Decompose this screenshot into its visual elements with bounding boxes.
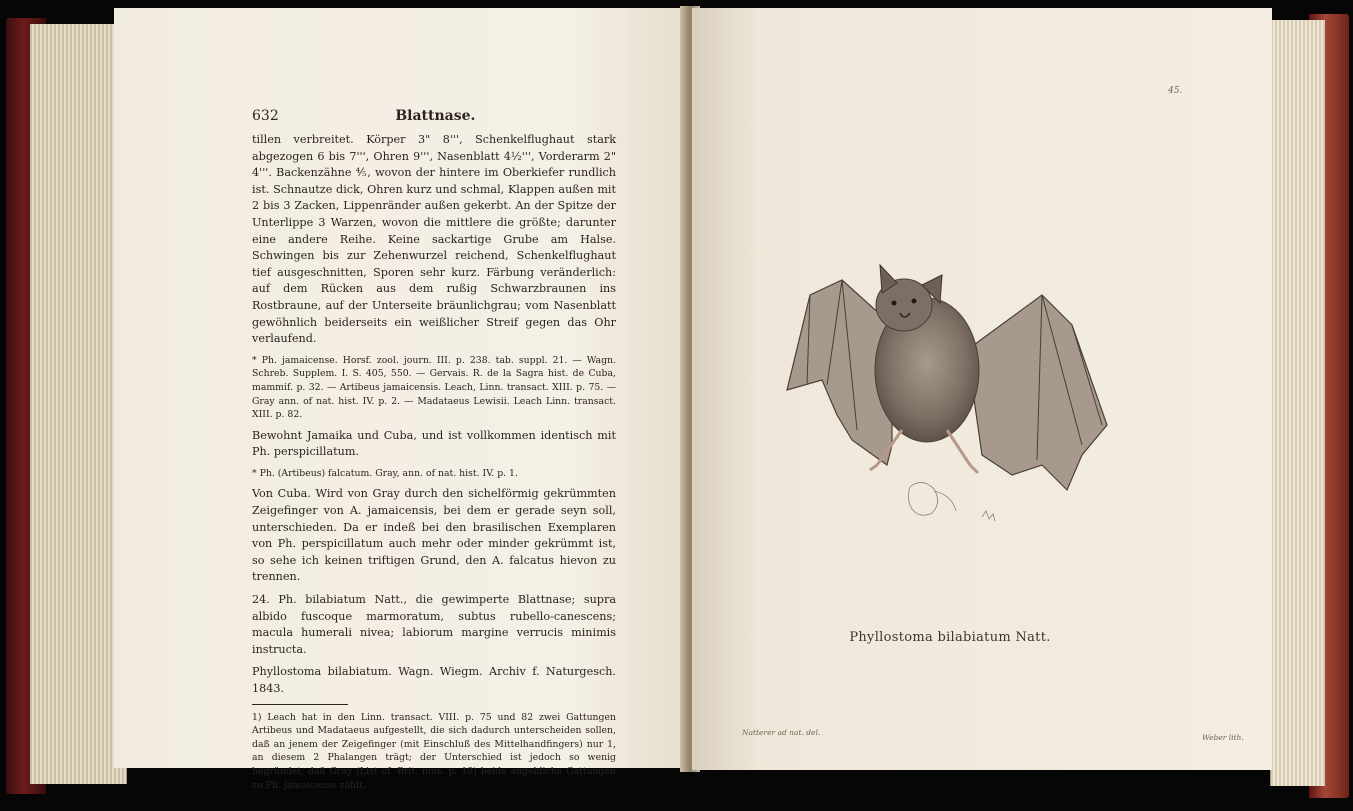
lithographer-credit: Weber lith. bbox=[1202, 733, 1244, 742]
right-page-edges bbox=[1270, 20, 1325, 786]
head-detail-sketch bbox=[908, 482, 995, 521]
right-wing bbox=[967, 295, 1107, 490]
left-page-edges bbox=[30, 24, 127, 784]
bat-illustration bbox=[782, 255, 1122, 560]
artist-credit: Natterer ad nat. del. bbox=[742, 728, 821, 737]
left-page-text bbox=[252, 108, 616, 798]
right-leg bbox=[947, 430, 978, 473]
paragraph-description: tillen verbreitet. Körper 3" 8''', Schenkelflughaut stark abgezogen 6 bis 7''', Ohren 9''', Nasenblatt 4½''', Vorderarm 2" 4'''. Backenzähne ⅘, wovon der hintere im Oberkiefer rundlich ist. Schnautze dick, Ohren kurz und schmal, Klappen außen mit 2 bis 3 Zacken, Lippenränder außen gekerbt. An der Spitze der Unterlippe 3 Warzen, wovon die mittlere die größte; darunter eine andere Reihe. Keine sackartige Grube am Halse. Schwingen bis zur Zehenwurzel reichend, Schenkelflughaut tief ausgeschnitten, Sporen sehr kurz. Färbung veränderlich: auf dem Rücken aus dem rußig Schwarzbraunen ins Rostbraune, auf der Unterseite bräunlichgrau; vom Nasenblatt gewöhnlich beiderseits ein weißlicher Streif gegen das Ohr verlaufend. bbox=[252, 133, 616, 346]
paragraph-synonyms: * Ph. jamaicense. Horsf. zool. journ. III. p. 238. tab. suppl. 21. — Wagn. Schreb. Supplem. I. S. 405, 550. — Gervais. R. de la Sagra hist. de Cuba, mammif. p. 32. — Artibeus jamaicensis. Leach, Linn. transact. XIII. p. 75. — Gray ann. of nat. hist. IV. p. 2. — Madataeus Lewisii. Leach Linn. transact. XIII. p. 82. bbox=[252, 354, 616, 421]
page-number: 632 bbox=[252, 108, 279, 124]
paragraph-bilabiatum-ref: Phyllostoma bilabiatum. Wagn. Wiegm. Archiv f. Naturgesch. 1843. bbox=[252, 665, 616, 695]
page-header bbox=[252, 108, 616, 124]
plate-caption: Phyllostoma bilabiatum Natt. bbox=[849, 630, 1051, 645]
paragraph-habitat: Bewohnt Jamaika und Cuba, und ist vollkommen identisch mit Ph. perspicillatum. bbox=[252, 428, 616, 459]
footnote: 1) Leach hat in den Linn. transact. VIII. p. 75 und 82 zwei Gattungen Artibeus und Madataeus aufgestellt, die sich dadurch unterscheiden sollen, daß an jenem der Zeigefinger (mit Einschluß des Mittelhandfingers) nur 1, an diesem 2 Phalangen trägt; der Unterschied ist jedoch so wenig begründet, daß Gray (List of. Brit. mus. p. 18) beide angebliche Gattungen zu Ph. jamaicense zählt. bbox=[252, 711, 616, 791]
paragraph-falcatum: Von Cuba. Wird von Gray durch den sichelförmig gekrümmten Zeigefinger von A. jamaicensis, bei dem er gerade seyn soll, unterschieden. Da er indeß bei den brasilischen Exemplaren von Ph. perspicillatum auch mehr oder minder gekrümmt ist, so sehe ich keinen triftigen Grund, den A. falcatus hievon zu trennen. bbox=[252, 487, 616, 584]
paragraph-falcatum-ref: * Ph. (Artibeus) falcatum. Gray, ann. of nat. hist. IV. p. 1. bbox=[252, 467, 518, 479]
plate-number: 45. bbox=[1168, 86, 1183, 96]
footnote-rule bbox=[252, 704, 348, 705]
running-title: Blattnase. bbox=[395, 108, 476, 124]
paragraph-bilabiatum: 24. Ph. bilabiatum Natt., die gewimperte Blattnase; supra albido fuscoque marmoratum, subtus rubello-canescens; macula humerali nivea; labiorum margine verrucis minimis instructa. bbox=[252, 593, 616, 656]
